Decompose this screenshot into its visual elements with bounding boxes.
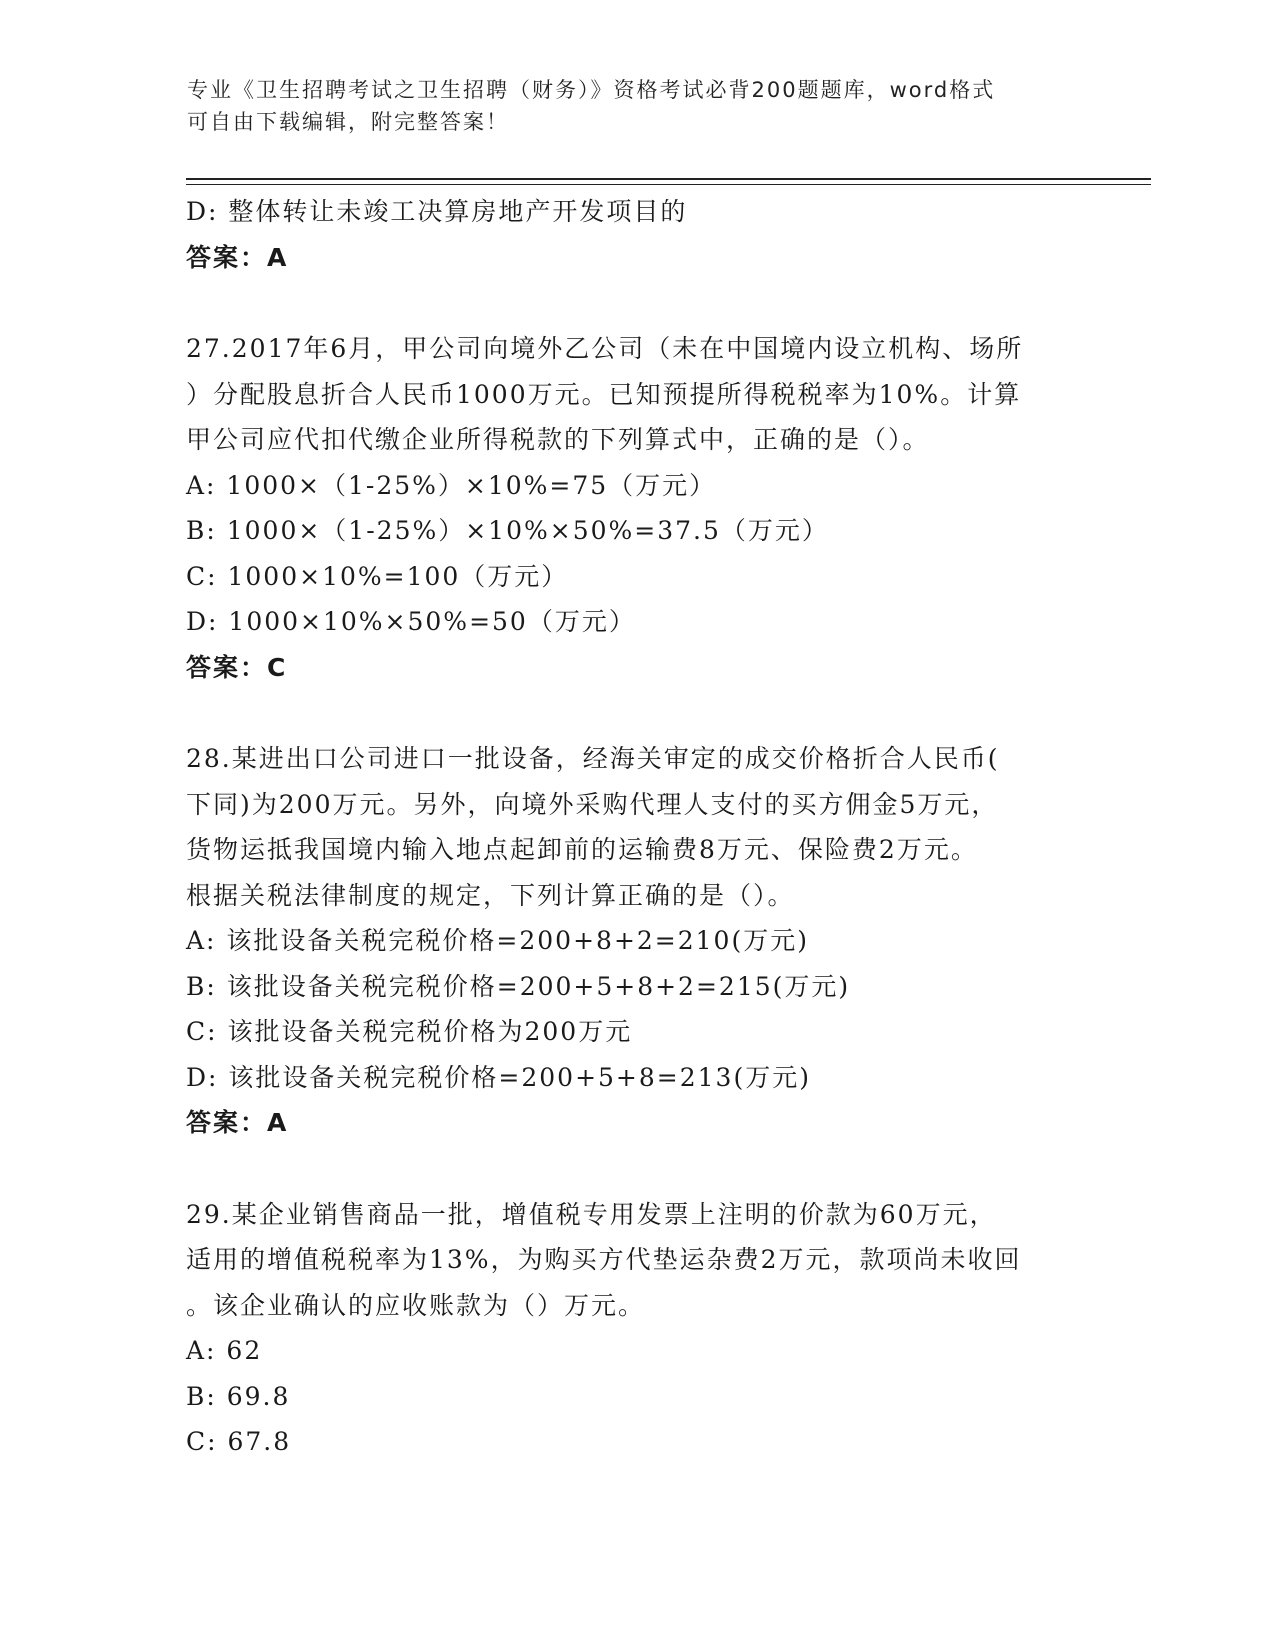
option-c: C: 该批设备关税完税价格为200万元 <box>186 1017 633 1046</box>
question-content <box>186 189 1126 1465</box>
option-c: C: 1000×10%=100（万元） <box>186 561 569 591</box>
question-text-line: 28.某进出口公司进口一批设备，经海关审定的成交价格折合人民币( <box>186 744 1000 773</box>
question-28 <box>186 736 1126 1146</box>
answer: 答案：C <box>186 652 288 682</box>
question-29 <box>186 1192 1126 1465</box>
option-d: D: 1000×10%×50%=50（万元） <box>186 607 636 636</box>
spacer <box>186 690 1126 736</box>
option-b: B: 1000×（1-25%）×10%×50%=37.5（万元） <box>186 516 829 545</box>
option-b: B: 69.8 <box>186 1381 291 1411</box>
option-d: D: 该批设备关税完税价格=200+5+8=213(万元) <box>186 1062 811 1092</box>
question-text-line: 。该企业确认的应收账款为（）万元。 <box>186 1290 646 1320</box>
question-text-line: 27.2017年6月，甲公司向境外乙公司（未在中国境内设立机构、场所 <box>186 334 1024 363</box>
header-line-1: 专业《卫生招聘考试之卫生招聘（财务）》资格考试必背200题题库，word格式 <box>187 78 996 102</box>
option-d: D: 整体转让未竣工决算房地产开发项目的 <box>186 197 688 226</box>
header-rule-thin <box>186 184 1151 185</box>
header-line-2: 可自由下载编辑，附完整答案！ <box>187 110 509 134</box>
question-text-line: 适用的增值税税率为13%，为购买方代垫运杂费2万元，款项尚未收回 <box>186 1245 1022 1274</box>
answer: 答案：A <box>186 1108 289 1137</box>
question-text-line: 货物运抵我国境内输入地点起卸前的运输费8万元、保险费2万元。 <box>186 835 978 864</box>
option-a: A: 1000×（1-25%）×10%=75（万元） <box>186 470 717 500</box>
option-a: A: 62 <box>186 1336 263 1365</box>
question-text-line: 根据关税法律制度的规定，下列计算正确的是（）。 <box>186 880 795 910</box>
spacer <box>186 280 1126 326</box>
document-header <box>187 74 1087 138</box>
question-text-line: 29.某企业销售商品一批，增值税专用发票上注明的价款为60万元， <box>186 1199 997 1229</box>
header-rule-thick <box>186 178 1151 180</box>
question-text-line: ）分配股息折合人民币1000万元。已知预提所得税税率为10%。计算 <box>186 379 1022 409</box>
option-b: B: 该批设备关税完税价格=200+5+8+2=215(万元) <box>186 971 851 1001</box>
answer: 答案：A <box>186 242 289 272</box>
option-c: C: 67.8 <box>186 1427 292 1456</box>
question-27 <box>186 326 1126 690</box>
question-text-line: 甲公司应代扣代缴企业所得税款的下列算式中，正确的是（）。 <box>186 425 930 454</box>
option-a: A: 该批设备关税完税价格=200+8+2=210(万元) <box>186 926 809 955</box>
spacer <box>186 1146 1126 1192</box>
question-text-line: 下同)为200万元。另外，向境外采购代理人支付的买方佣金5万元， <box>186 789 999 819</box>
